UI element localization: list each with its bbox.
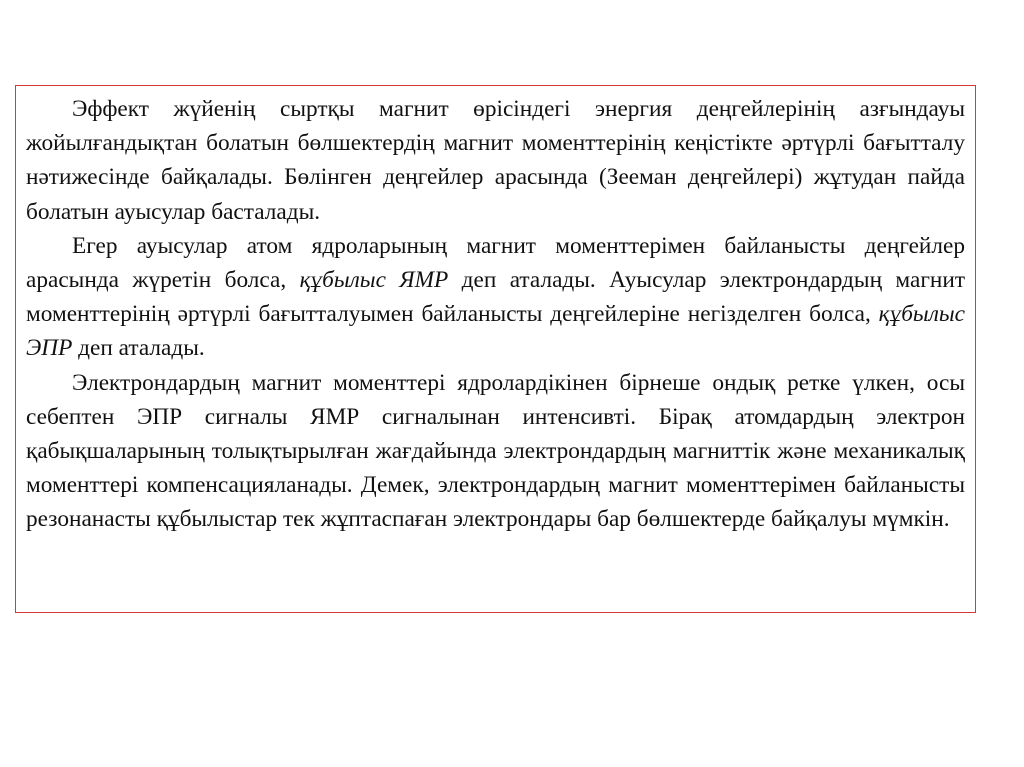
paragraph-electron-moments	[26, 366, 965, 537]
paragraph-1-text: Эффект жүйенің сыртқы магнит өрісіндегі энергия деңгейлерінің азғындауы жойылғандықтан болатын бөлшектердің магнит моменттерінің кеңістікте әртүрлі бағытталу нәтижесінде байқалады. Бөлінген деңгейлер арасында (Зееман деңгейлері) жұтудан пайда болатын ауысулар басталады.	[26, 96, 965, 225]
paragraph-zeeman-effect	[26, 92, 965, 229]
paragraph-nmr-epr-definition	[26, 229, 965, 366]
paragraph-3-text: Электрондардың магнит моменттері ядролардікінен бірнеше ондық ретке үлкен, осы себептен ЭПР сигналы ЯМР сигналынан интенсивті. Бірақ атомдардың электрон қабықшаларының толықтырылған жағдайында электрондардың магниттік және механикалық моменттері компенсацияланады. Демек, электрондардың магнит моменттерімен байланысты резонанасты құбылыстар тек жұптаспаған электрондары бар бөлшектерде байқалуы мүмкін.	[26, 369, 965, 533]
text-frame	[15, 85, 976, 613]
paragraph-2-text-a: Егер ауысулар атом ядроларының магнит моменттерімен байланысты деңгейлер арасында жүретін болса,	[26, 232, 965, 294]
text-body	[26, 92, 965, 537]
term-epr: құбылыс ЭПР	[26, 301, 965, 362]
term-nmr: құбылыс ЯМР	[299, 267, 449, 294]
paragraph-2-text-c: деп аталады.	[72, 335, 205, 362]
paragraph-2-text-b: деп аталады. Ауысулар электрондардың магнит моменттерінің әртүрлі бағытталуымен байланысты деңгейлеріне негізделген болса,	[26, 267, 966, 328]
